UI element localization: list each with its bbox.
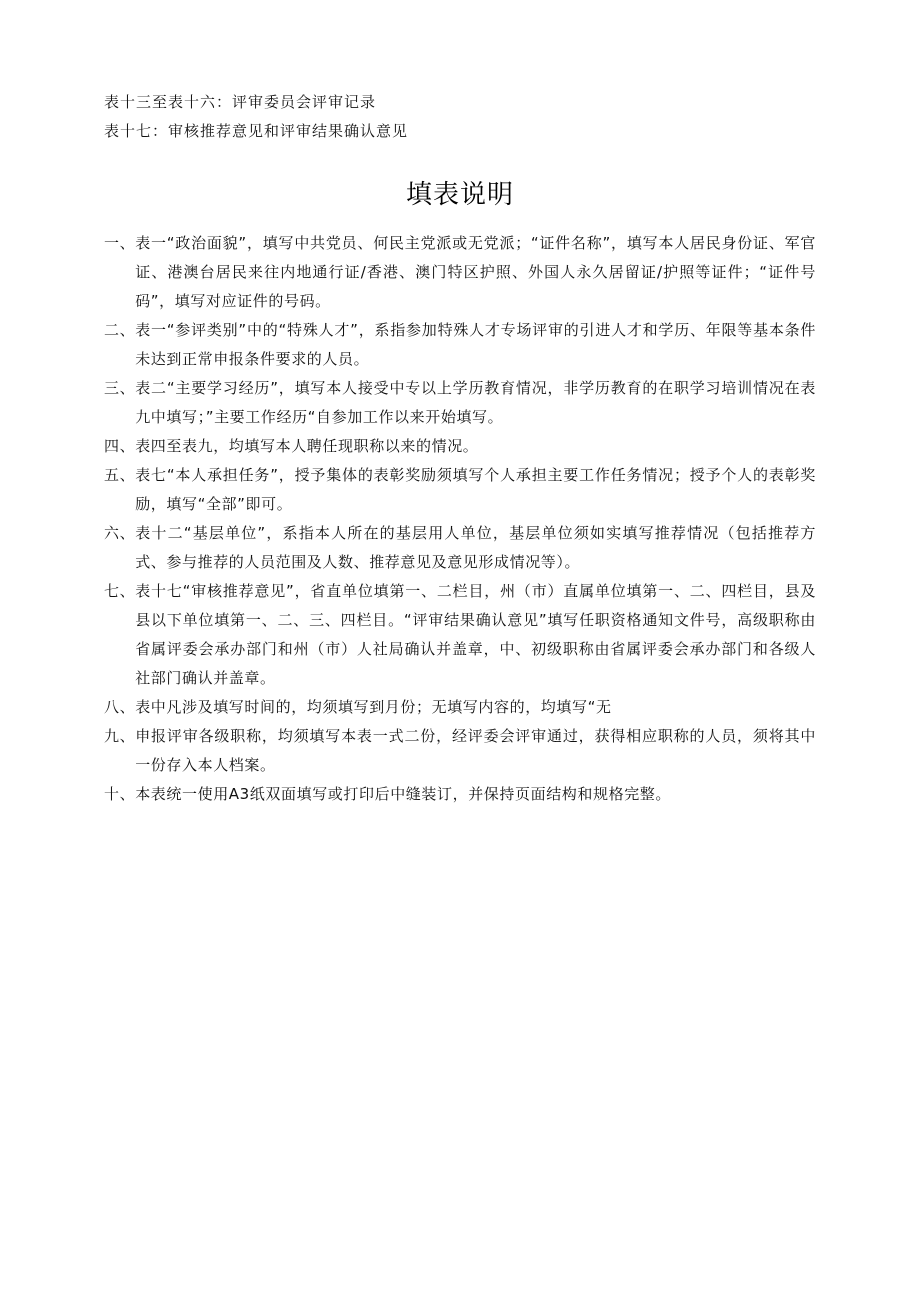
instruction-text: 表十七“审核推荐意见”，省直单位填第一、二栏目，州（市）直属单位填第一、二、四栏目，县及县以下单位填第一、二、三、四栏目。“评审结果确认意见”填写任职资格通知文件号，高级职称由省属评委会承办部门和州（市）人社局确认并盖章，中、初级职称由省属评委会承办部门和各级人社部门确认并盖章。 [135,582,816,687]
instruction-text: 申报评审各级职称，均须填写本表一式二份，经评委会评审通过，获得相应职称的人员，须将其中一份存入本人档案。 [135,727,816,774]
instructions-list [104,229,816,809]
instruction-number: 五、 [104,466,136,484]
table-index [104,88,824,146]
instruction-text: 表中凡涉及填写时间的，均须填写到月份；无填写内容的，均填写“无 [135,698,612,716]
instruction-number: 六、 [104,524,136,542]
instruction-text: 表四至表九，均填写本人聘任现职称以来的情况。 [135,437,479,455]
instruction-text: 表七“本人承担任务”，授予集体的表彰奖励须填写个人承担主要工作任务情况；授予个人的表彰奖励，填写“全部”即可。 [135,466,816,513]
instruction-number: 二、 [104,321,136,339]
instruction-item-1 [104,229,816,316]
instruction-item-7 [104,577,816,693]
instruction-number: 九、 [104,727,136,745]
instruction-item-5 [104,461,816,519]
instruction-text: 表十二“基层单位”，系指本人所在的基层用人单位，基层单位须如实填写推荐情况（包括推荐方式、参与推荐的人员范围及人数、推荐意见及意见形成情况等）。 [135,524,816,571]
instruction-item-8 [104,693,816,722]
instruction-number: 三、 [104,379,136,397]
page-title: 填表说明 [405,180,514,210]
instruction-item-2 [104,316,816,374]
instruction-number: 十、 [104,785,136,803]
index-line-13-16: 表十三至表十六：评审委员会评审记录 [104,93,377,111]
instruction-item-10 [104,780,816,809]
instruction-number: 七、 [104,582,136,600]
index-line-17: 表十七：审核推荐意见和评审结果确认意见 [104,122,409,140]
instruction-number: 四、 [104,437,136,455]
instruction-text: 表二“主要学习经历”，填写本人接受中专以上学历教育情况，非学历教育的在职学习培训情况在表九中填写；”主要工作经历“自参加工作以来开始填写。 [135,379,816,426]
instruction-number: 八、 [104,698,136,716]
instruction-text: 表一“参评类别”中的“特殊人才”，系指参加特殊人才专场评审的引进人才和学历、年限等基本条件未达到正常申报条件要求的人员。 [135,321,816,368]
instruction-item-6 [104,519,816,577]
instruction-item-9 [104,722,816,780]
instruction-item-3 [104,374,816,432]
instruction-text: 本表统一使用A3纸双面填写或打印后中缝装订，并保持页面结构和规格完整。 [135,785,672,803]
instruction-number: 一、 [104,234,136,252]
instruction-item-4 [104,432,816,461]
instruction-text: 表一“政治面貌”，填写中共党员、何民主党派或无党派；“证件名称”，填写本人居民身份证、军官证、港澳台居民来往内地通行证/香港、澳门特区护照、外国人永久居留证/护照等证件；“证件号码”，填写对应证件的号码。 [135,234,816,310]
